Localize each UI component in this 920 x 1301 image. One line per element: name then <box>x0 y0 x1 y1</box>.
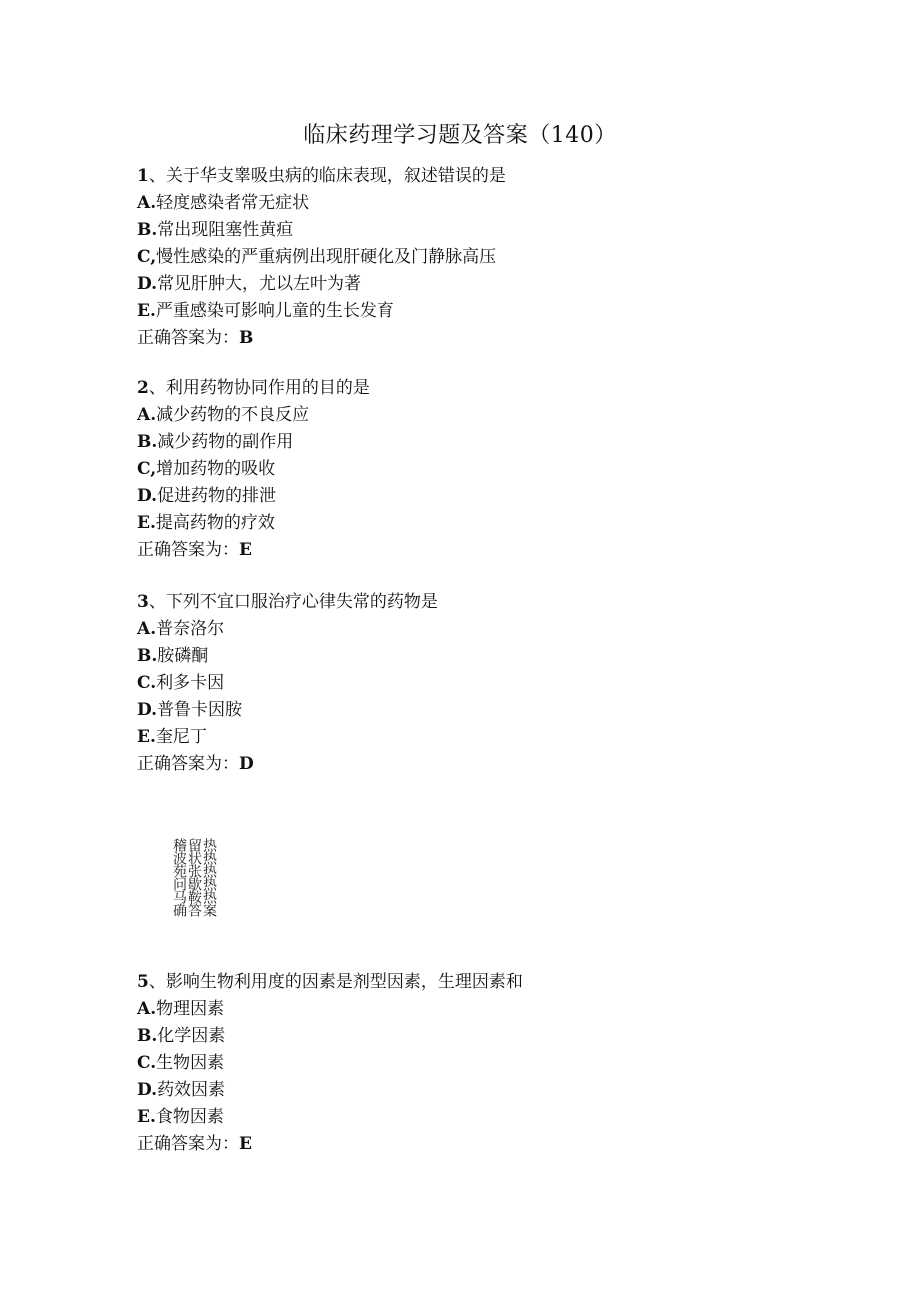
answer-value: E <box>239 1134 252 1154</box>
number-separator: 、 <box>148 166 166 186</box>
option-text: 轻度感染者常无症状 <box>156 193 310 213</box>
option-a <box>137 996 817 1023</box>
option-text: 慢性感染的严重病例出现肝硬化及门静脉高压 <box>156 247 497 267</box>
option-c <box>137 456 817 483</box>
option-e <box>137 510 817 537</box>
option-letter: C. <box>137 673 157 693</box>
option-text: 奎尼丁 <box>155 727 207 747</box>
option-a <box>137 616 817 643</box>
answer-line <box>137 325 817 352</box>
option-text: 物理因素 <box>156 999 225 1019</box>
option-text: 普鲁卡因胺 <box>157 700 243 720</box>
option-text: 常出现阻塞性黄疸 <box>157 220 294 240</box>
option-text: 减少药物的不良反应 <box>156 405 310 425</box>
garbled-column: 热热热热热案 <box>201 838 217 916</box>
question-5 <box>137 969 817 1158</box>
option-letter: D. <box>137 486 158 506</box>
page-title: 临床药理学习题及答案（140） <box>303 123 617 148</box>
option-a <box>137 190 817 217</box>
question-text: 关于华支睾吸虫病的临床表现，叙述错误的是 <box>165 166 506 186</box>
option-d <box>137 697 817 724</box>
number-separator: 、 <box>148 378 166 398</box>
option-text: 提高药物的疗效 <box>155 513 275 533</box>
option-d <box>137 271 817 298</box>
option-letter: D. <box>137 1080 158 1100</box>
answer-label: 正确答案为： <box>137 754 239 774</box>
option-e <box>137 1104 817 1131</box>
option-text: 严重感染可影响儿童的生长发育 <box>155 301 394 321</box>
option-b <box>137 429 817 456</box>
option-text: 促进药物的排泄 <box>157 486 277 506</box>
option-text: 增加药物的吸收 <box>156 459 276 479</box>
option-text: 食物因素 <box>155 1107 224 1127</box>
question-stem <box>137 969 817 996</box>
number-separator: 、 <box>148 592 166 612</box>
option-a <box>137 402 817 429</box>
answer-line <box>137 1131 817 1158</box>
answer-line <box>137 537 817 564</box>
garbled-column: 留状张歇鞍答 <box>186 838 202 916</box>
option-letter: A. <box>137 193 157 213</box>
option-letter: C, <box>137 247 157 267</box>
question-3 <box>137 589 817 778</box>
option-letter: B. <box>137 432 158 452</box>
option-letter: E. <box>137 301 156 321</box>
option-letter: B. <box>137 1026 158 1046</box>
option-text: 常见肝肿大，尤以左叶为著 <box>157 274 362 294</box>
question-number: 2 <box>137 378 149 398</box>
option-letter: A. <box>137 405 157 425</box>
question-stem <box>137 589 817 616</box>
option-letter: E. <box>137 727 156 747</box>
option-text: 利多卡因 <box>156 673 225 693</box>
option-c <box>137 244 817 271</box>
option-letter: E. <box>137 513 156 533</box>
option-letter: C, <box>137 459 157 479</box>
option-b <box>137 1023 817 1050</box>
option-c <box>137 1050 817 1077</box>
answer-value: B <box>239 328 254 348</box>
option-letter: E. <box>137 1107 156 1127</box>
option-letter: D. <box>137 274 158 294</box>
option-c <box>137 670 817 697</box>
option-letter: D. <box>137 700 158 720</box>
option-letter: A. <box>137 619 157 639</box>
question-1 <box>137 163 817 352</box>
question-text: 利用药物协同作用的目的是 <box>165 378 370 398</box>
answer-line <box>137 751 817 778</box>
answer-label: 正确答案为： <box>137 1134 239 1154</box>
answer-label: 正确答案为： <box>137 540 239 560</box>
option-d <box>137 483 817 510</box>
answer-value: E <box>239 540 252 560</box>
option-text: 胺磷酮 <box>157 646 209 666</box>
option-letter: B. <box>137 646 158 666</box>
answer-value: D <box>239 754 254 774</box>
option-b <box>137 217 817 244</box>
question-text: 下列不宜口服治疗心律失常的药物是 <box>165 592 438 612</box>
question-number: 1 <box>137 166 149 186</box>
option-text: 化学因素 <box>157 1026 226 1046</box>
option-b <box>137 643 817 670</box>
question-2 <box>137 375 817 564</box>
option-letter: A. <box>137 999 157 1019</box>
option-text: 药效因素 <box>157 1080 226 1100</box>
garbled-column: 稽波苑问马确 <box>171 838 187 916</box>
option-text: 生物因素 <box>156 1053 225 1073</box>
option-e <box>137 298 817 325</box>
question-stem <box>137 163 817 190</box>
option-text: 普奈洛尔 <box>156 619 225 639</box>
option-letter: B. <box>137 220 158 240</box>
answer-label: 正确答案为： <box>137 328 239 348</box>
question-stem <box>137 375 817 402</box>
option-text: 减少药物的副作用 <box>157 432 294 452</box>
question-number: 5 <box>137 972 149 992</box>
number-separator: 、 <box>148 972 166 992</box>
option-d <box>137 1077 817 1104</box>
question-number: 3 <box>137 592 149 612</box>
option-e <box>137 724 817 751</box>
option-letter: C. <box>137 1053 157 1073</box>
garbled-vertical-text <box>152 838 216 950</box>
question-text: 影响生物利用度的因素是剂型因素，生理因素和 <box>165 972 523 992</box>
